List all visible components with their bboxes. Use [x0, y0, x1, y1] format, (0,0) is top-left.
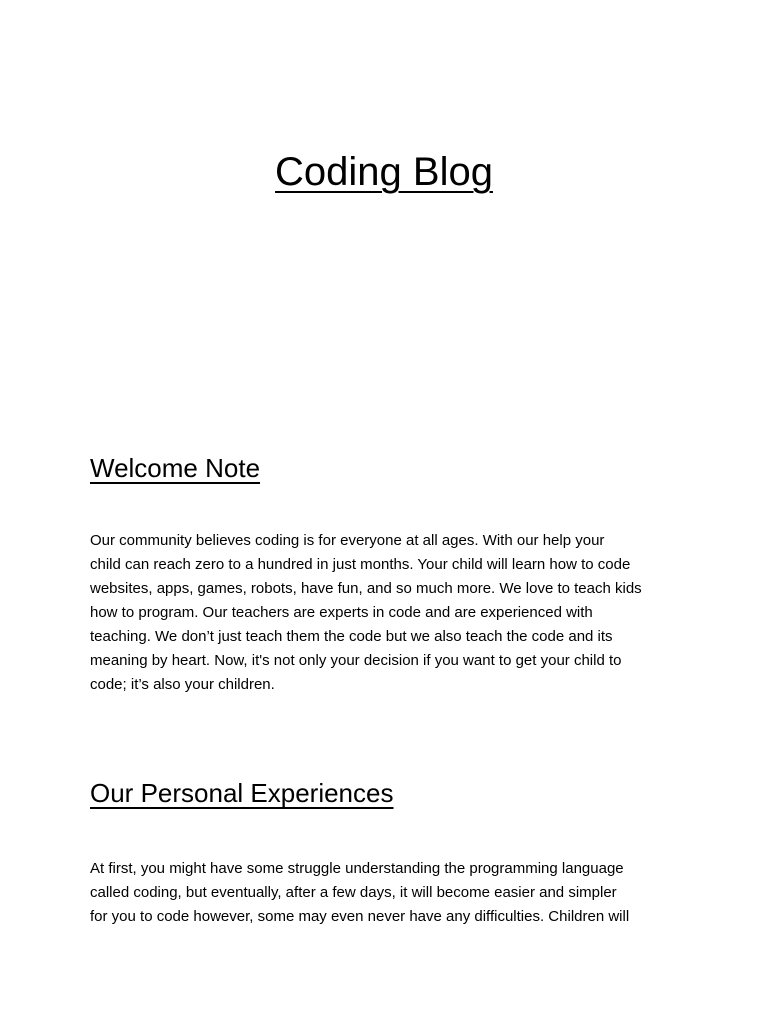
paragraph-line: meaning by heart. Now, it's not only your decision if you want to get your child to — [90, 652, 622, 669]
welcome-note-paragraph — [90, 529, 680, 697]
paragraph-line: websites, apps, games, robots, have fun, and so much more. We love to teach kids — [90, 580, 642, 597]
paragraph-line: code; it’s also your children. — [90, 676, 275, 693]
paragraph-line: for you to code however, some may even never have any difficulties. Children will — [90, 908, 630, 925]
paragraph-line: how to program. Our teachers are experts in code and are experienced with — [90, 604, 593, 621]
personal-experiences-paragraph — [90, 857, 680, 929]
paragraph-line: called coding, but eventually, after a few days, it will become easier and simpler — [90, 884, 617, 901]
paragraph-line: child can reach zero to a hundred in just months. Your child will learn how to code — [90, 556, 631, 573]
paragraph-line: At first, you might have some struggle understanding the programming language — [90, 860, 624, 877]
document-title: Coding Blog — [275, 150, 493, 194]
paragraph-line: teaching. We don’t just teach them the code but we also teach the code and its — [90, 628, 613, 645]
paragraph-line: Our community believes coding is for everyone at all ages. With our help your — [90, 532, 605, 549]
section-heading-welcome-note: Welcome Note — [90, 453, 261, 483]
section-heading-personal-experiences: Our Personal Experiences — [90, 778, 394, 808]
